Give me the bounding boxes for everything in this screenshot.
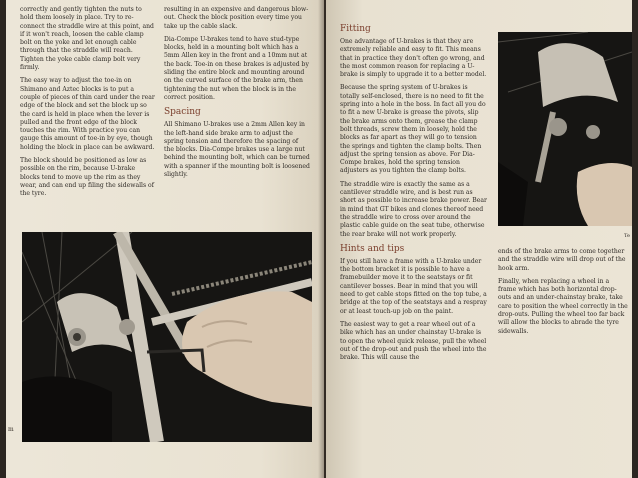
left-page: [6, 0, 324, 478]
brake-photo-illustration: [22, 232, 312, 442]
paragraph: The easy way to adjust the toe-in on Shimano and Aztec blocks is to put a couple of pieces of thin card under the rear edge of the block and set the block up so the card is held in place when the lever is pulled and the front edge of the block touches the rim. With practice you can gauge this amount of toe-in by eye, though holding the block in place can be awkward.: [20, 77, 155, 151]
page-number: m: [8, 426, 14, 433]
paragraph: Finally, when replacing a wheel in a frame which has both horizontal drop-outs and an under-chainstay brake, take care to position the wheel correctly in the drop-outs. Pulling the wheel too far back will allow the blocks to abrade the tyre sidewalls.: [498, 277, 628, 335]
section-heading-fitting: Fitting: [340, 24, 371, 34]
section-heading-spacing: Spacing: [164, 107, 201, 118]
paragraph: resulting in an expensive and dangerous blow-out. Check the block position every time you take up the cable slack.: [164, 6, 309, 30]
section-heading-hints-and-tips: Hints and tips: [340, 243, 405, 254]
left-page-column-1: [20, 6, 155, 204]
brake-adjustment-photo: [22, 232, 312, 442]
paragraph: correctly and gently tighten the nuts to hold them loosely in place. Try to re-connect the straddle wire at this point, and if it won't reach, loosen the cable clamp bolt on the yoke and let enough cable through that the straddle will reach. Tighten the yoke cable clamp bolt very firmly.: [20, 6, 154, 72]
paragraph: Dia-Compe U-brakes tend to have stud-type blocks, held in a mounting bolt which has a 5mm Allen key in the front and a 10mm nut at the back. Toe-in on these brakes is adjusted by sliding the entire block and mounting around on the curved surface of the brake arm, then tightening the nut when the block is in the correct position.: [164, 35, 309, 101]
paragraph: If you still have a frame with a U-brake under the bottom bracket it is possible to have a framebuilder move it to the seatstays or fit cantilever bosses. Bear in mind that you will need to get cable stops fitted on the top tube, a bridge at the top of the seatstays and a respray or at least touch-up job on the paint.: [340, 257, 487, 315]
paragraph: ends of the brake arms to come together and the straddle wire will drop out of the hook arm.: [498, 248, 626, 272]
left-page-column-2: [164, 6, 310, 184]
paragraph: The block should be positioned as low as possible on the rim, because U-brake blocks tend to move up the rim as they wear, and can end up filing the sidewalls of the tyre.: [20, 157, 154, 198]
brake-fitting-illustration: [498, 32, 632, 226]
right-page-column-2: [498, 248, 628, 341]
paragraph: One advantage of U-brakes is that they are extremely reliable and easy to fit. This means that in practice they don't often go wrong, and the most common reason for replacing a U-brake is simply to upgrade it to a better model.: [340, 38, 487, 79]
right-page: [326, 0, 632, 478]
paragraph: Because the spring system of U-brakes is totally self-enclosed, there is no need to fit the spring into a hole in the boss. In fact all you do to fit a new U-brake is grease the pivots, slip the brake arms onto them, grease the clamp bolt threads, screw them in loosely, hold the blocks as far apart as they will go to tension the springs and tighten the clamp bolts. Then adjust the spring tension as above. For Dia-Compe brakes, hold the spring tension adjusters as you tighten the clamp bolts.: [340, 84, 486, 175]
paragraph: The easiest way to get a rear wheel out of a bike which has an under chainstay U-brake is to open the wheel quick release, pull the wheel out of the drop-out and push the wheel into the brake. This will cause the: [340, 320, 487, 362]
photo-caption-fragment: Te: [624, 233, 630, 239]
paragraph: The straddle wire is exactly the same as a cantilever straddle wire, and is best run as short as possible to increase brake power. Bear in mind that GT bikes and clones thereof need the straddle wire to cross over around the plastic cable guide on the seat tube, otherwise the rear brake will not work properly.: [340, 180, 487, 238]
right-page-column-1: [340, 24, 488, 367]
paragraph: All Shimano U-brakes use a 2mm Allen key in the left-hand side brake arm to adjust the spring tension and therefore the spacing of the blocks. Dia-Compe brakes use a large nut behind the mounting bolt, which can be turned with a spanner if the mounting bolt is loosened slightly.: [164, 121, 310, 179]
brake-fitting-photo: [498, 32, 632, 226]
